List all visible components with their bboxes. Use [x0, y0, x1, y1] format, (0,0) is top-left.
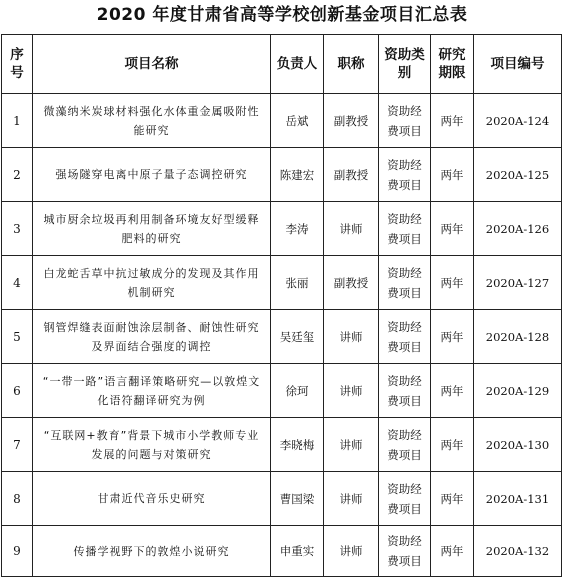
cell-title: 讲师	[324, 526, 379, 577]
cell-period: 两年	[431, 310, 474, 364]
cell-code: 2020A-132	[474, 526, 562, 577]
header-name: 项目名称	[33, 35, 271, 94]
table-row	[2, 310, 562, 364]
cell-seq: 3	[2, 202, 33, 256]
cell-leader: 吴廷玺	[271, 310, 324, 364]
cell-funding: 资助经费项目	[379, 256, 431, 310]
cell-name: “互联网+教育”背景下城市小学教师专业发展的问题与对策研究	[33, 418, 271, 472]
cell-code: 2020A-129	[474, 364, 562, 418]
table-row	[2, 148, 562, 202]
header-code: 项目编号	[474, 35, 562, 94]
cell-name: 强场隧穿电离中原子量子态调控研究	[33, 148, 271, 202]
cell-title: 讲师	[324, 418, 379, 472]
page-title: 2020 年度甘肃省高等学校创新基金项目汇总表	[96, 5, 468, 25]
cell-name: 城市厨余垃圾再利用制备环境友好型缓释肥料的研究	[33, 202, 271, 256]
cell-period: 两年	[431, 526, 474, 577]
cell-name: 传播学视野下的敦煌小说研究	[33, 526, 271, 577]
cell-funding: 资助经费项目	[379, 364, 431, 418]
cell-funding: 资助经费项目	[379, 418, 431, 472]
header-seq: 序号	[2, 35, 33, 94]
cell-period: 两年	[431, 472, 474, 526]
cell-name: 甘肃近代音乐史研究	[33, 472, 271, 526]
cell-title: 副教授	[324, 94, 379, 148]
cell-funding: 资助经费项目	[379, 94, 431, 148]
cell-leader: 李晓梅	[271, 418, 324, 472]
cell-seq: 4	[2, 256, 33, 310]
table-row	[2, 256, 562, 310]
cell-code: 2020A-130	[474, 418, 562, 472]
cell-title: 副教授	[324, 148, 379, 202]
cell-leader: 陈建宏	[271, 148, 324, 202]
table-row	[2, 94, 562, 148]
cell-leader: 曹国梁	[271, 472, 324, 526]
cell-code: 2020A-126	[474, 202, 562, 256]
projects-table	[1, 34, 562, 577]
cell-seq: 6	[2, 364, 33, 418]
cell-period: 两年	[431, 256, 474, 310]
header-funding: 资助类别	[379, 35, 431, 94]
cell-code: 2020A-124	[474, 94, 562, 148]
cell-name: 白龙蛇舌草中抗过敏成分的发现及其作用机制研究	[33, 256, 271, 310]
cell-period: 两年	[431, 418, 474, 472]
table-row	[2, 526, 562, 577]
header-leader: 负责人	[271, 35, 324, 94]
cell-seq: 1	[2, 94, 33, 148]
header-title: 职称	[324, 35, 379, 94]
table-row	[2, 472, 562, 526]
cell-title: 讲师	[324, 310, 379, 364]
cell-name: “一带一路”语言翻译策略研究—以敦煌文化语符翻译研究为例	[33, 364, 271, 418]
cell-funding: 资助经费项目	[379, 202, 431, 256]
cell-code: 2020A-127	[474, 256, 562, 310]
cell-code: 2020A-125	[474, 148, 562, 202]
cell-code: 2020A-128	[474, 310, 562, 364]
cell-title: 副教授	[324, 256, 379, 310]
cell-seq: 9	[2, 526, 33, 577]
cell-period: 两年	[431, 364, 474, 418]
cell-funding: 资助经费项目	[379, 526, 431, 577]
header-period: 研究期限	[431, 35, 474, 94]
table-row	[2, 202, 562, 256]
table-row	[2, 364, 562, 418]
cell-seq: 2	[2, 148, 33, 202]
cell-title: 讲师	[324, 364, 379, 418]
cell-leader: 李涛	[271, 202, 324, 256]
cell-period: 两年	[431, 148, 474, 202]
cell-period: 两年	[431, 94, 474, 148]
cell-code: 2020A-131	[474, 472, 562, 526]
header-row	[2, 35, 562, 94]
cell-title: 讲师	[324, 202, 379, 256]
table-row	[2, 418, 562, 472]
cell-name: 钢管焊缝表面耐蚀涂层制备、耐蚀性研究及界面结合强度的调控	[33, 310, 271, 364]
cell-title: 讲师	[324, 472, 379, 526]
cell-seq: 8	[2, 472, 33, 526]
cell-seq: 7	[2, 418, 33, 472]
cell-funding: 资助经费项目	[379, 310, 431, 364]
cell-leader: 徐珂	[271, 364, 324, 418]
cell-leader: 岳斌	[271, 94, 324, 148]
cell-name: 微藻纳米炭球材料强化水体重金属吸附性能研究	[33, 94, 271, 148]
cell-period: 两年	[431, 202, 474, 256]
cell-leader: 张丽	[271, 256, 324, 310]
cell-leader: 申重实	[271, 526, 324, 577]
cell-funding: 资助经费项目	[379, 148, 431, 202]
cell-funding: 资助经费项目	[379, 472, 431, 526]
cell-seq: 5	[2, 310, 33, 364]
